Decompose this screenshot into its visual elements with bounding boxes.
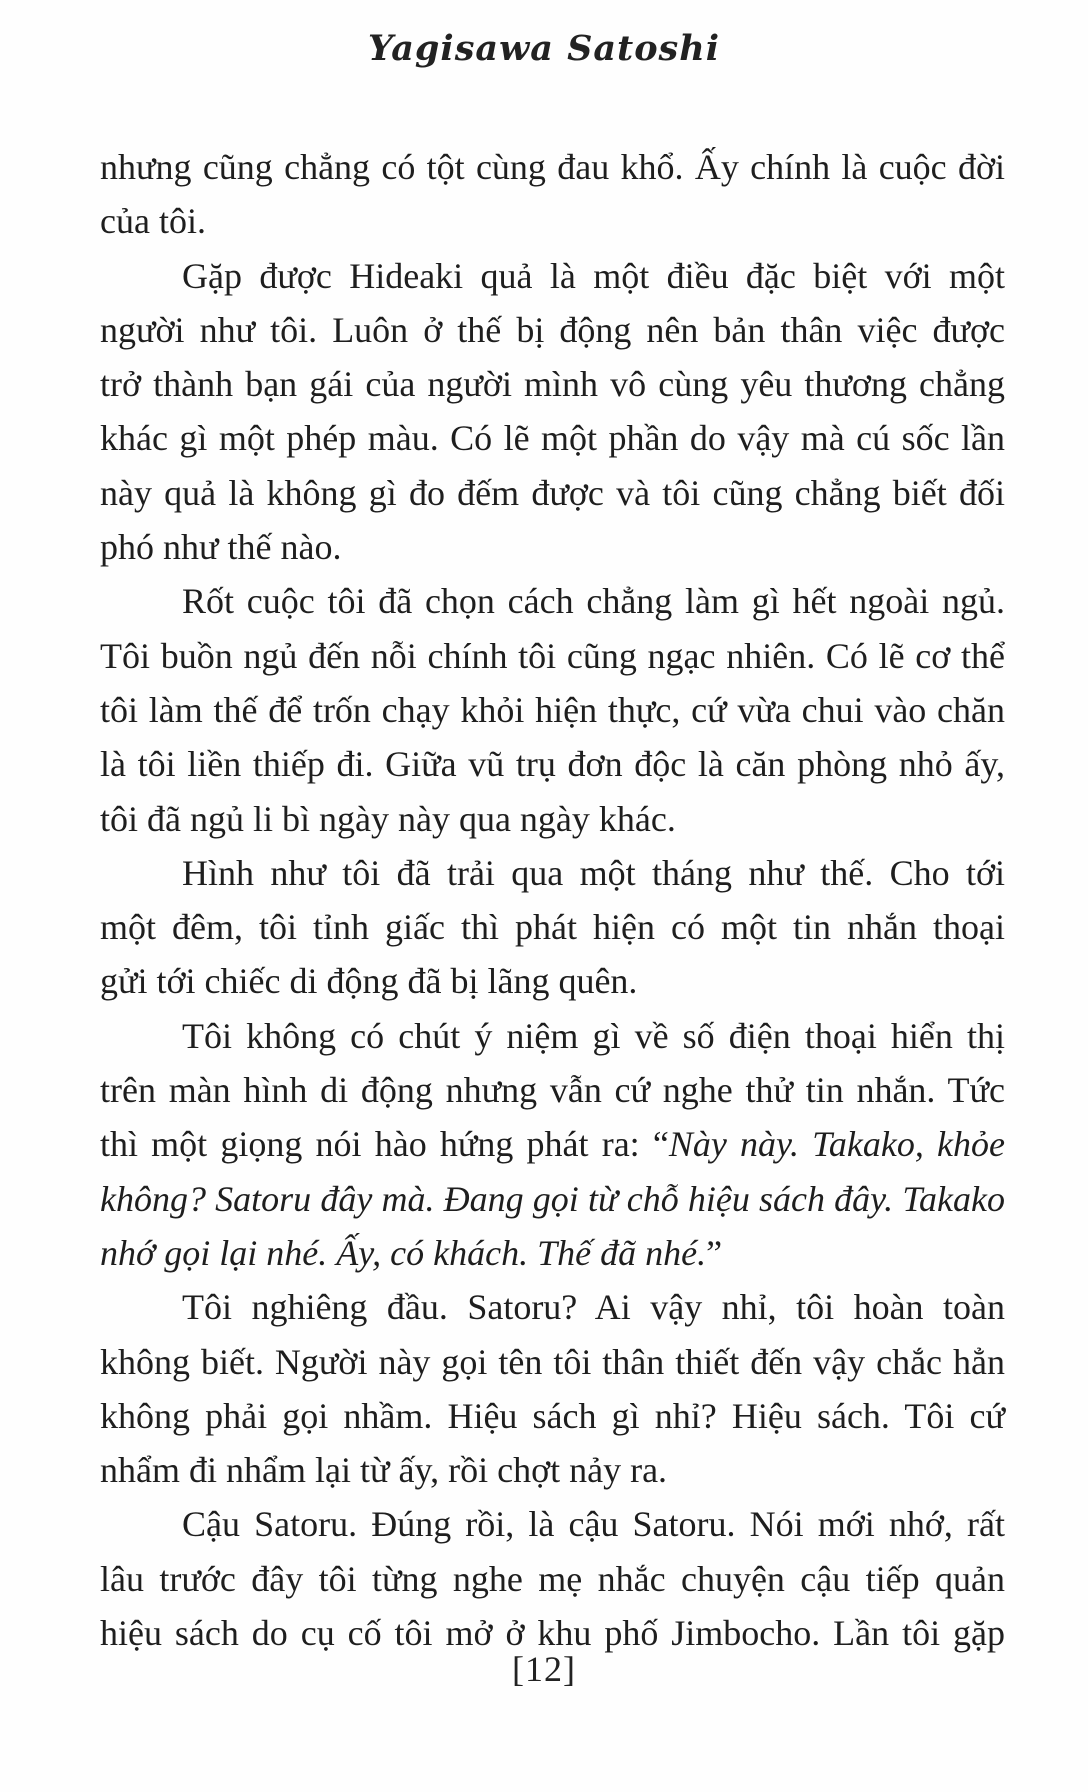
text-line: gửi tới chiếc di động đã bị lãng quên.	[100, 961, 638, 1002]
text-line: người như tôi. Luôn ở thế bị động nên bản thân việc được	[100, 309, 1005, 350]
paragraph	[100, 1280, 1005, 1497]
text-line: nhưng cũng chẳng có tột cùng đau khổ. Ấy chính là cuộc đời	[100, 147, 1005, 187]
text-line: khác gì một phép màu. Có lẽ một phần do vậy mà cú sốc lần	[100, 418, 1005, 459]
page-number: [12]	[512, 1649, 576, 1689]
text-line: Hình như tôi đã trải qua một tháng như thế. Cho tới	[182, 852, 1005, 893]
body-text	[100, 140, 1005, 1660]
text-line: Gặp được Hideaki quả là một điều đặc biệt với một	[182, 255, 1005, 296]
paragraph	[100, 1497, 1005, 1660]
text-run: thì một giọng nói hào hứng phát ra: “	[100, 1124, 669, 1165]
text-line: lâu trước đây tôi từng nghe mẹ nhắc chuyện cậu tiếp quản	[100, 1558, 1005, 1599]
text-run: ”	[706, 1232, 723, 1273]
text-line	[100, 1063, 1005, 1117]
text-line: không phải gọi nhầm. Hiệu sách gì nhỉ? Hiệu sách. Tôi cứ	[100, 1395, 1005, 1436]
text-line	[100, 1117, 1005, 1171]
voice-message-quote: Này này. Takako, khỏe	[668, 1124, 1005, 1165]
text-line	[100, 1172, 1005, 1226]
text-line: phó như thế nào.	[100, 527, 342, 568]
text-line: của tôi.	[100, 201, 206, 242]
voice-message-quote: nhớ gọi lại nhé. Ấy, có khách. Thế đã nhé.	[100, 1232, 707, 1273]
text-line: Tôi nghiêng đầu. Satoru? Ai vậy nhỉ, tôi hoàn toàn	[182, 1287, 1005, 1328]
text-line: không biết. Người này gọi tên tôi thân thiết đến vậy chắc hẳn	[100, 1341, 1005, 1382]
paragraph	[100, 846, 1005, 1009]
text-line	[100, 1226, 1005, 1280]
text-line: Tôi buồn ngủ đến nỗi chính tôi cũng ngạc nhiên. Có lẽ cơ thể	[100, 635, 1005, 676]
text-line: này quả là không gì đo đếm được và tôi cũng chẳng biết đối	[100, 472, 1005, 513]
text-line: Cậu Satoru. Đúng rồi, là cậu Satoru. Nói mới nhớ, rất	[182, 1504, 1005, 1545]
text-line: tôi đã ngủ li bì ngày này qua ngày khác.	[100, 798, 676, 839]
paragraph	[100, 1009, 1005, 1280]
text-line: hiệu sách do cụ cố tôi mở ở khu phố Jimbocho. Lần tôi gặp	[100, 1613, 1005, 1654]
text-line: tôi làm thế để trốn chạy khỏi hiện thực, cứ vừa chui vào chăn	[100, 689, 1005, 730]
voice-message-quote: không? Satoru đây mà. Đang gọi từ chỗ hiệu sách đây. Takako	[100, 1178, 1005, 1219]
paragraph	[100, 140, 1005, 249]
text-run: trên màn hình di động nhưng vẫn cứ nghe thử tin nhắn. Tức	[100, 1070, 1005, 1111]
paragraph	[100, 249, 1005, 575]
text-run: Tôi không có chút ý niệm gì về số điện thoại hiển thị	[182, 1015, 1005, 1056]
text-line	[100, 1009, 1005, 1063]
text-line: Rốt cuộc tôi đã chọn cách chẳng làm gì hết ngoài ngủ.	[182, 581, 1005, 622]
text-line: một đêm, tôi tỉnh giấc thì phát hiện có một tin nhắn thoại	[100, 907, 1005, 948]
text-line: là tôi liền thiếp đi. Giữa vũ trụ đơn độc là căn phòng nhỏ ấy,	[100, 744, 1005, 785]
text-line: nhẩm đi nhẩm lại từ ấy, rồi chợt nảy ra.	[100, 1450, 668, 1491]
running-head-author: Yagisawa Satoshi	[367, 28, 720, 69]
text-line: trở thành bạn gái của người mình vô cùng yêu thương chẳng	[100, 364, 1005, 405]
paragraph	[100, 574, 1005, 845]
